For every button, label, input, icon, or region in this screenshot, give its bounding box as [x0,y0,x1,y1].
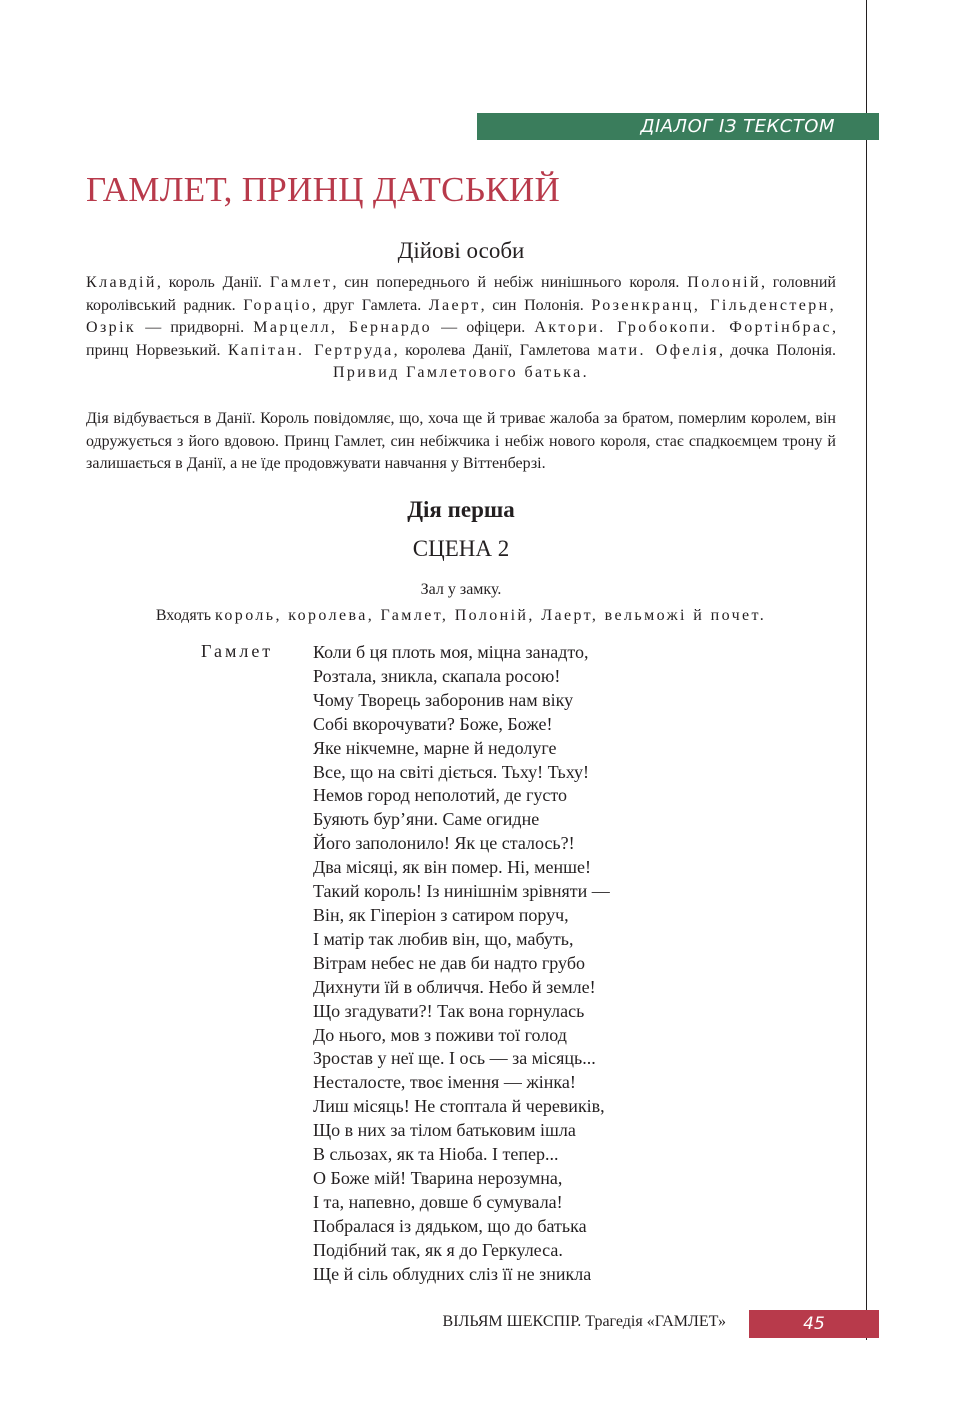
person-name: Лаерт [428,296,481,314]
summary-paragraph: Дія відбувається в Данії. Король повідомляє, що, хоча ще й триває жалоба за братом, померлим королем, він одружується з його вдовою. Принц Гамлет, син небіжчика і небіж нового короля, стає спадкоємцем трону й залишається в Данії, а не їде продовжувати навчання у Віттенберзі. [86,410,836,472]
persons-heading: Дійові особи [397,238,525,263]
person-desc: , син попереднього й небіж нинішнього короля. [332,274,688,291]
verse-line: Дихнути їй в обличчя. Небо й земле! [313,976,596,997]
section-label: ДІАЛОГ ІЗ ТЕКСТОМ [640,116,835,137]
verse-line: Вітрам небес не дав би надто грубо [313,952,585,973]
person-name: Актори. Гробокопи. Фортінбрас [534,319,832,336]
verse-line: І та, напевно, довше б сумувала! [313,1191,563,1212]
verse-line: І матір так любив він, що, мабуть, [313,928,574,949]
person-name: Привид Гамлетового батька. [332,364,590,381]
verse-line: Що згадувати?! Так вона горнулась [313,1000,585,1021]
person-name: мати. Офелія [597,341,719,359]
page-number-box [749,1310,879,1338]
verse-line: Його заполонило! Як це сталось?! [313,833,575,854]
verse-line: Розтала, зникла, скапала росою! [313,665,561,686]
person-desc: , головний королівський радник. [86,274,836,314]
scene-heading: СЦЕНА 2 [412,536,510,561]
verse-block [313,641,610,1286]
verse-line: Коли б ця плоть моя, міцна занадто, [313,642,589,662]
stage-place: Зал у замку. [420,581,502,598]
person-name: Гораціо [243,296,313,314]
person-name: Клавдій [86,274,157,291]
person-desc: , син Полонія. [480,296,592,314]
person-name: Полоній [687,274,761,291]
verse-line: Немов город неполотий, де густо [313,785,567,806]
verse-line: До нього, мов з поживи тої голод [313,1024,567,1045]
persons-list [86,272,836,385]
verse-line: Подібний так, як я до Геркулеса. [313,1239,563,1260]
person-desc: — офіцери. [431,319,535,336]
person-desc: , король Данії. [156,274,270,291]
verse-line: Зростав у неї ще. І ось — за місяць... [313,1048,596,1069]
verse-line: Чому Творець заборонив нам віку [313,689,574,710]
speaker-name: Гамлет [201,641,274,661]
verse-line: О Боже мій! Тварина нерозумна, [313,1167,563,1188]
person-name: Капітан. Гертруда [228,341,394,359]
footer-book-title: ВІЛЬЯМ ШЕКСПІР. Трагедія «ГАМЛЕТ» [442,1313,726,1330]
page-title: ГАМЛЕТ, ПРИНЦ ДАТСЬКИЙ [86,170,561,209]
act-heading: Дія перша [407,497,515,522]
verse-line: Він, як Гіперіон з сатиром поруч, [313,904,569,925]
person-desc: , принц Норвезький. [86,319,836,359]
verse-line: Буяють бур’яни. Саме огидне [313,809,540,830]
verse-line: Два місяці, як він помер. Ні, менше! [313,857,592,878]
verse-line: Що в них за тілом батьковим ішла [313,1120,576,1141]
person-desc: , друг Гамлета. [312,296,429,314]
person-desc: , дочка Полонія. [718,341,836,359]
verse-line: Ще й сіль облудних сліз її не зникла [313,1263,592,1284]
verse-line: Такий король! Із нинішнім зрівняти — [313,881,610,902]
margin-rule [866,0,867,1340]
section-banner [477,113,879,140]
person-name: Марцелл, Бернардо [253,319,432,336]
person-desc: — придворні. [136,319,254,336]
verse-line: В сльозах, як та Ніоба. І тепер... [313,1144,559,1165]
stage-direction [86,607,836,625]
verse-line: Побралася із дядьком, що до батька [313,1215,587,1236]
person-name: Розенкранц, Гільденстерн, Озрік [86,296,836,336]
verse-line: Лиш місяць! Не стоптала й черевиків, [313,1096,605,1117]
verse-line: Собі вкорочувати? Боже, Боже! [313,713,553,734]
person-desc: , королева Данії, Гамлетова [393,341,598,359]
page-number: 45 [803,1314,825,1334]
person-name: Гамлет [269,274,333,291]
verse-line: Яке нікчемне, марне й недолуге [313,737,557,758]
stage-enter-names: король, королева, Гамлет, Полоній, Лаерт, вельможі й почет. [215,607,767,624]
verse-line: Все, що на світі діється. Тьху! Тьху! [313,761,590,782]
verse-line: Несталосте, твоє імення — жінка! [313,1072,576,1093]
stage-enter-prefix: Входять [155,607,216,624]
